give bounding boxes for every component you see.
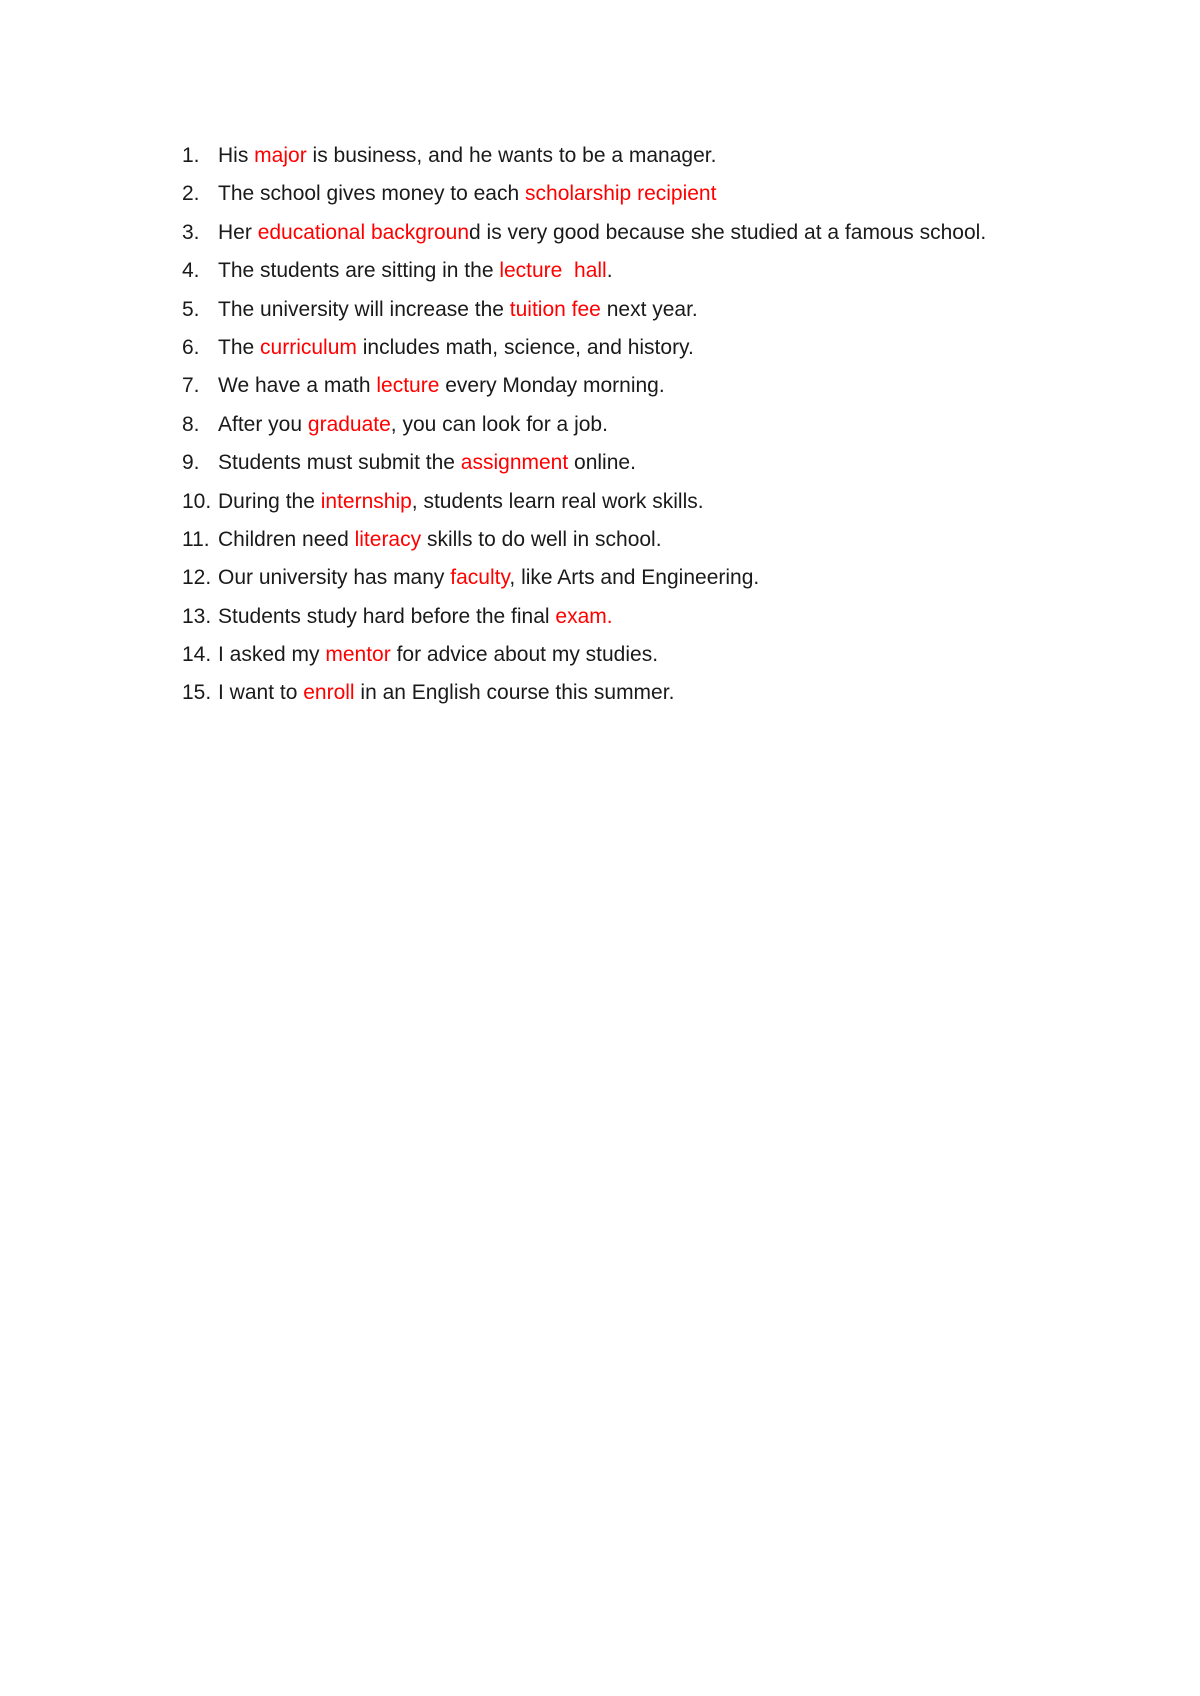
sentence-item	[182, 565, 986, 603]
sentence-item	[182, 450, 986, 488]
sentence-fragment: includes math, science, and history.	[356, 335, 694, 359]
sentence-fragment: Students study hard before the final	[218, 604, 556, 628]
vocabulary-term: literacy	[354, 527, 422, 551]
sentence-item	[182, 143, 986, 181]
vocabulary-term: educational backgroun	[257, 220, 470, 244]
sentence-fragment: next year.	[600, 297, 698, 321]
sentence-number: 8.	[182, 412, 200, 436]
vocabulary-term: assignment	[460, 451, 569, 475]
sentence-fragment: every Monday morning.	[439, 374, 665, 398]
vocabulary-term: major	[254, 144, 307, 167]
sentence-number: 9.	[182, 451, 200, 475]
sentence-fragment: d is very good because she studied at a famous school.	[469, 220, 987, 244]
vocabulary-term: mentor	[325, 643, 391, 667]
sentence-fragment: , you can look for a job.	[390, 412, 608, 436]
sentence-number: 2.	[182, 182, 200, 206]
vocabulary-term: lecture	[376, 374, 440, 398]
sentence-number: 5.	[182, 297, 200, 321]
sentence-item	[182, 181, 986, 219]
sentence-number: 7.	[182, 374, 200, 398]
vocabulary-term: scholarship recipient	[525, 182, 717, 206]
sentence-fragment: , students learn real work skills.	[411, 489, 704, 513]
sentence-item	[182, 412, 986, 450]
sentence-fragment: His	[218, 144, 255, 167]
sentence-text	[218, 565, 759, 591]
sentence-text	[218, 450, 636, 476]
sentence-fragment: The school gives money to each	[218, 182, 526, 206]
sentence-fragment: in an English course this summer.	[354, 681, 675, 705]
sentence-text	[218, 335, 694, 361]
sentence-fragment: The	[218, 335, 261, 359]
sentence-item	[182, 335, 986, 373]
sentence-text	[218, 604, 613, 630]
sentence-fragment: The university will increase the	[218, 297, 510, 321]
sentence-text	[218, 220, 986, 246]
sentence-fragment: Her	[218, 220, 258, 244]
sentence-fragment: is business, and he wants to be a manager.	[306, 144, 717, 167]
sentence-item	[182, 680, 986, 718]
sentence-text	[218, 297, 698, 323]
sentence-item	[182, 220, 986, 258]
sentence-item	[182, 527, 986, 565]
sentence-fragment: skills to do well in school.	[421, 527, 662, 551]
sentence-fragment: online.	[568, 451, 636, 475]
sentence-number: 1.	[182, 144, 200, 167]
sentence-fragment: I want to	[218, 681, 304, 705]
sentence-fragment: .	[606, 259, 613, 283]
sentence-fragment: Our university has many	[218, 566, 451, 590]
sentence-fragment: , like Arts and Engineering.	[509, 566, 760, 590]
vocabulary-term: enroll	[303, 681, 355, 705]
vocabulary-term: curriculum	[260, 335, 357, 359]
sentence-fragment: Students must submit the	[218, 451, 461, 475]
sentence-number: 4.	[182, 259, 200, 283]
sentence-number: 3.	[182, 220, 200, 244]
sentence-fragment: During the	[218, 489, 321, 513]
sentence-number: 13.	[182, 604, 212, 628]
vocabulary-term: graduate	[307, 412, 391, 436]
sentence-list	[182, 143, 986, 719]
sentence-text	[218, 489, 704, 515]
sentence-item	[182, 297, 986, 335]
sentence-number: 15.	[182, 681, 212, 705]
sentence-text	[218, 527, 662, 553]
vocabulary-term: tuition fee	[509, 297, 601, 321]
sentence-fragment: Children need	[218, 527, 355, 551]
vocabulary-term: internship	[320, 489, 412, 513]
sentence-fragment: I asked my	[218, 643, 326, 667]
sentence-text	[218, 143, 716, 169]
sentence-number: 11.	[182, 527, 210, 551]
sentence-number: 14.	[182, 643, 212, 667]
vocabulary-term: lecture hall	[499, 259, 607, 283]
sentence-item	[182, 373, 986, 411]
sentence-text	[218, 412, 608, 438]
sentence-text	[218, 642, 658, 668]
sentence-number: 12.	[182, 566, 212, 590]
sentence-fragment: The students are sitting in the	[218, 259, 500, 283]
sentence-fragment: We have a math	[218, 374, 377, 398]
sentence-item	[182, 604, 986, 642]
sentence-item	[182, 258, 986, 296]
sentence-fragment: After you	[218, 412, 308, 436]
sentence-number: 10.	[182, 489, 212, 513]
sentence-text	[218, 373, 665, 399]
vocabulary-term: faculty	[450, 566, 510, 590]
sentence-fragment: for advice about my studies.	[390, 643, 659, 667]
sentence-text	[218, 680, 674, 706]
sentence-item	[182, 642, 986, 680]
sentence-text	[218, 258, 613, 284]
vocabulary-term: exam.	[555, 604, 613, 628]
sentence-text	[218, 181, 716, 207]
sentence-item	[182, 489, 986, 527]
sentence-number: 6.	[182, 335, 200, 359]
